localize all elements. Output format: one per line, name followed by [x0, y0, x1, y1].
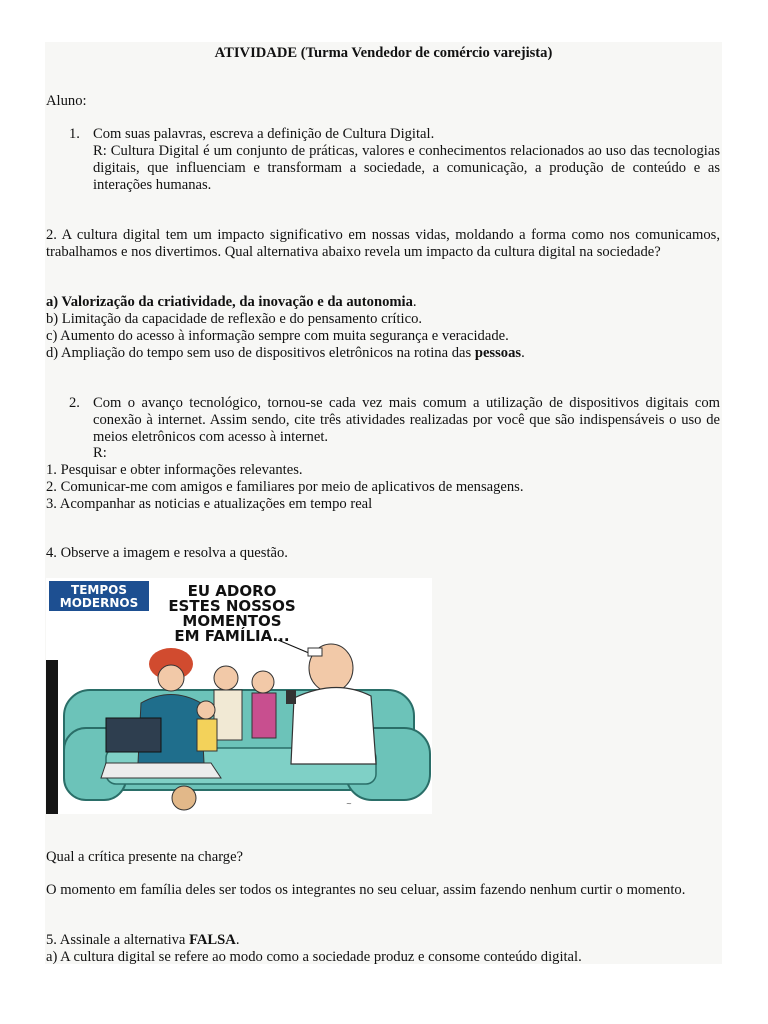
q2-option-c: c) Aumento do acesso à informação sempre com muita segurança e veracidade. [46, 328, 509, 344]
logo-line-2: MODERNOS [59, 596, 139, 610]
q5-text-bold: FALSA [189, 932, 236, 948]
q1-number: 1. [69, 126, 80, 142]
q3-question: Com o avanço tecnológico, tornou-se cada vez mais comum a utilização de dispositivos digitais com conexão à internet. Assim sendo, cite três atividades realizadas por você que são indispensáveis o uso de meios eletrônicos com acesso à internet. [93, 395, 720, 445]
document-title: ATIVIDADE (Turma Vendedor de comércio varejista) [214, 45, 553, 61]
q4-question: Qual a crítica presente na charge? [46, 849, 244, 865]
q3-answer-1: 1. Pesquisar e obter informações relevantes. [46, 462, 303, 478]
q2-option-d [46, 345, 525, 362]
speech-bubble [168, 582, 295, 645]
aluno-label: Aluno: [46, 93, 87, 109]
q3-r-label: R: [93, 445, 107, 461]
q2-option-b: b) Limitação da capacidade de reflexão e do pensamento crítico. [46, 311, 423, 327]
father-figure [286, 644, 376, 764]
document-page [45, 42, 722, 964]
q3-answer-2: 2. Comunicar-me com amigos e familiares por meio de aplicativos de mensagens. [46, 479, 524, 495]
bubble-line-2: ESTES NOSSOS [168, 597, 296, 615]
q5-text-pre: 5. Assinale a alternativa [46, 932, 190, 948]
bubble-line-3: MOMENTOS [182, 612, 282, 630]
q4-answer: O momento em família deles ser todos os integrantes no seu celuar, assim fazendo nenhum curtir o momento. [46, 882, 686, 898]
q3-answer-3: 3. Acompanhar as noticias e atualizações em tempo real [46, 496, 373, 512]
q3-number: 2. [69, 395, 80, 411]
q2-option-d-bold: pessoas [474, 345, 522, 361]
q5-option-a: a) A cultura digital se refere ao modo como a sociedade produz e consome conteúdo digital. [46, 949, 582, 965]
bubble-line-1: EU ADORO [187, 582, 277, 600]
q1-answer: R: Cultura Digital é um conjunto de práticas, valores e conhecimentos relacionados ao uso das tecnologias digitais, que influenciam e transformam a sociedade, a comunicação, a produção de conteúdo e as interações humanas. [93, 143, 720, 193]
q5-text [46, 932, 239, 949]
q2-option-d-text: d) Ampliação do tempo sem uso de dispositivos eletrônicos na rotina das [46, 345, 475, 361]
bubble-line-4: EM FAMÍLIA... [174, 627, 290, 645]
q2-option-a [46, 294, 417, 311]
q4-text: 4. Observe a imagem e resolva a questão. [46, 545, 288, 561]
tv-set [46, 660, 58, 814]
q2-option-a-period: . [412, 294, 417, 310]
logo-line-1: TEMPOS [71, 583, 127, 597]
cartoon-drawing [46, 578, 432, 814]
cartoon-image [46, 578, 432, 814]
q2-option-a-text: a) Valorização da criatividade, da inovação e da autonomia [46, 294, 413, 310]
q2-text: 2. A cultura digital tem um impacto significativo em nossas vidas, moldando a forma como nos comunicamos, trabalhamos e nos divertimos. Qual alternativa abaixo revela um impacto da cultura digital na sociedade? [46, 227, 720, 260]
q5-text-end: . [235, 932, 240, 948]
q1-question: Com suas palavras, escreva a definição de Cultura Digital. [93, 126, 435, 142]
artist-signature: ~ [346, 800, 352, 808]
q2-option-d-end: . [521, 345, 525, 361]
